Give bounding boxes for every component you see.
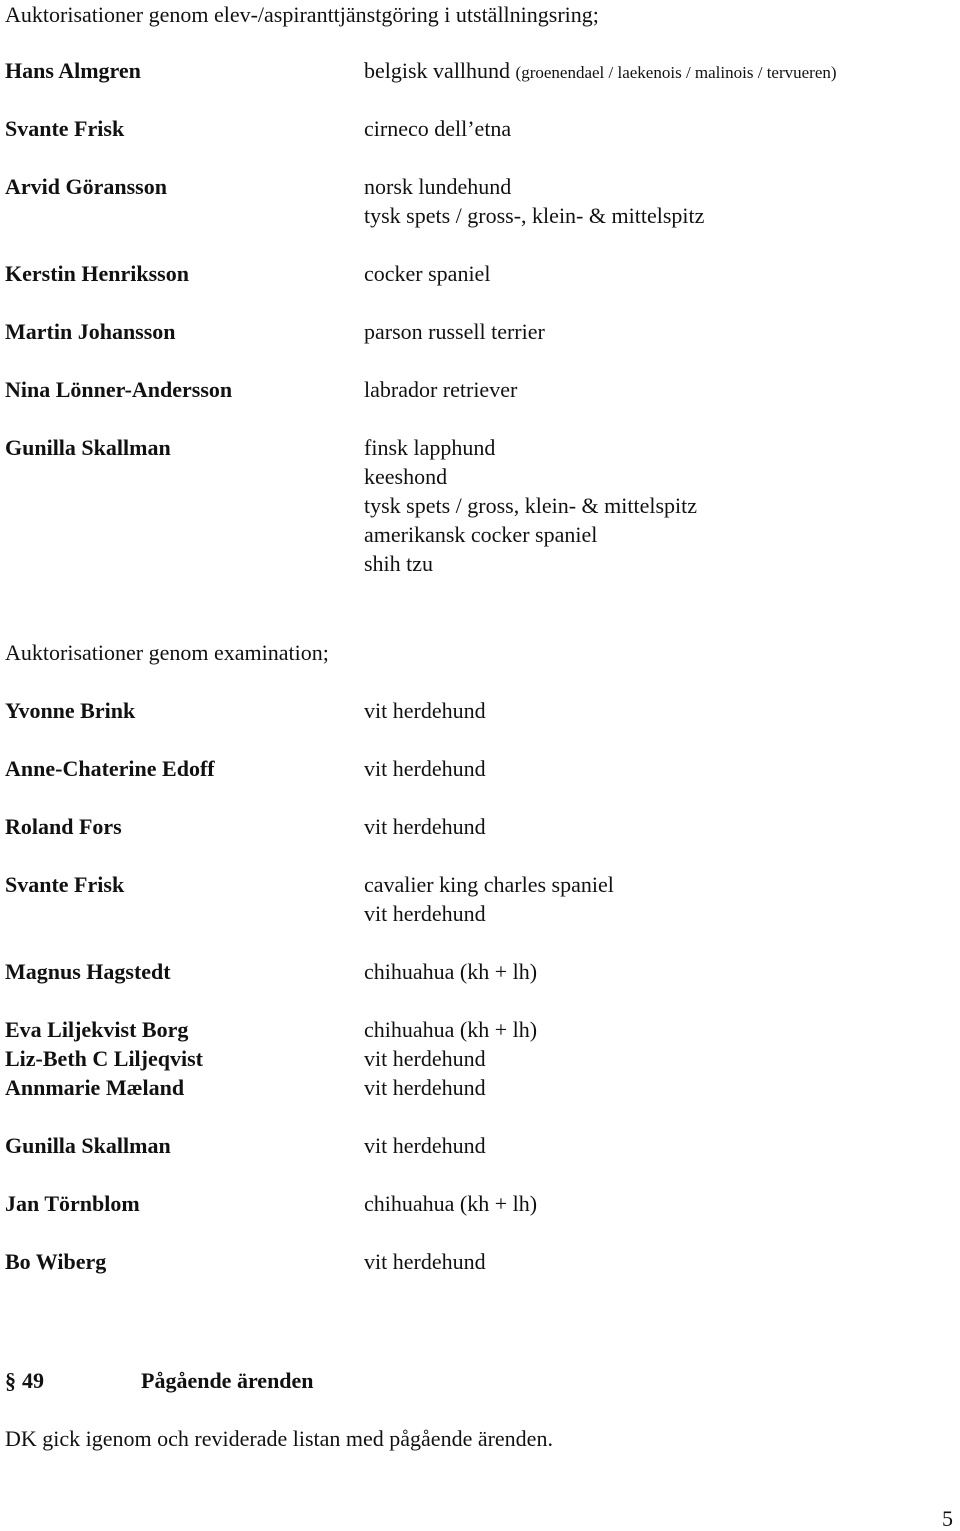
judge-names: [5, 259, 189, 288]
breed-name: belgisk vallhund: [364, 58, 511, 83]
breed-list: [364, 1247, 486, 1276]
breed-name: cocker spaniel: [364, 261, 491, 286]
breed-list: [364, 317, 545, 346]
judge-name: Arvid Göransson: [5, 174, 167, 199]
judge-names: [5, 957, 171, 986]
breed-line: [364, 1131, 486, 1160]
breed-name: amerikansk cocker spaniel: [364, 522, 598, 547]
breed-line: [364, 1073, 537, 1102]
breed-line: [364, 1015, 537, 1044]
breed-list: [364, 56, 837, 85]
breed-line: [364, 375, 517, 404]
breed-name: vit herdehund: [364, 756, 486, 781]
breed-name: chihuahua (kh + lh): [364, 959, 538, 984]
judge-name: Magnus Hagstedt: [5, 959, 171, 984]
breed-name: vit herdehund: [364, 698, 486, 723]
judge-name: Roland Fors: [5, 814, 122, 839]
breed-name: shih tzu: [364, 551, 434, 576]
judge-name: Gunilla Skallman: [5, 435, 171, 460]
judge-name: Hans Almgren: [5, 58, 141, 83]
breed-name: vit herdehund: [364, 814, 486, 839]
judge-names: [5, 1247, 106, 1276]
judge-names: [5, 754, 215, 783]
breed-line: [364, 520, 697, 549]
breed-list: [364, 1131, 486, 1160]
breed-name: vit herdehund: [364, 1133, 486, 1158]
section-49-text: DK gick igenom och reviderade listan med pågående ärenden.: [5, 1426, 553, 1451]
judge-names: [5, 1189, 140, 1218]
paragraph-symbol: §: [5, 1368, 16, 1393]
judge-names: [5, 870, 124, 899]
breed-line: [364, 491, 697, 520]
breed-line: [364, 899, 614, 928]
breed-line: [364, 754, 486, 783]
breed-name: norsk lundehund: [364, 174, 512, 199]
breed-name: cirneco dell’etna: [364, 116, 512, 141]
breed-line: [364, 1189, 537, 1218]
breed-name: cavalier king charles spaniel: [364, 872, 614, 897]
judge-names: [5, 56, 141, 85]
breed-name: labrador retriever: [364, 377, 518, 402]
breed-line: [364, 201, 704, 230]
breed-list: [364, 433, 697, 578]
breed-line: [364, 172, 704, 201]
judge-name: Svante Frisk: [5, 116, 125, 141]
judge-name: Anne-Chaterine Edoff: [5, 756, 215, 781]
judge-names: [5, 375, 232, 404]
breed-line: [364, 433, 697, 462]
breed-name: tysk spets / gross, klein- & mittelspitz: [364, 493, 698, 518]
breed-list: [364, 172, 704, 230]
breed-list: [364, 957, 537, 986]
breed-name: vit herdehund: [364, 1046, 486, 1071]
breed-variety-note: (groenendael / laekenois / malinois / tervueren): [515, 63, 837, 82]
page-number: 5: [942, 1506, 953, 1531]
breed-list: [364, 114, 511, 143]
breed-line: [364, 812, 486, 841]
breed-line: [364, 1044, 537, 1073]
judge-name: Liz-Beth C Liljeqvist: [5, 1046, 203, 1071]
judge-names: [5, 114, 124, 143]
section-title: Pågående ärenden: [141, 1368, 314, 1393]
breed-name: tysk spets / gross-, klein- & mittelspitz: [364, 203, 705, 228]
section1-heading: Auktorisationer genom elev-/aspiranttjänstgöring i utställningsring;: [5, 2, 599, 27]
breed-list: [364, 870, 614, 928]
judge-names: [5, 317, 176, 346]
breed-line: [364, 259, 490, 288]
judge-name: Bo Wiberg: [5, 1249, 107, 1274]
breed-line: [364, 1247, 486, 1276]
breed-list: [364, 375, 517, 404]
breed-list: [364, 754, 486, 783]
breed-list: [364, 259, 490, 288]
breed-line: [364, 114, 511, 143]
breed-line: [364, 462, 697, 491]
breed-name: vit herdehund: [364, 1249, 486, 1274]
breed-line: [364, 549, 697, 578]
judge-names: [5, 696, 135, 725]
breed-line: [364, 870, 614, 899]
breed-line: [364, 56, 837, 85]
breed-name: finsk lapphund: [364, 435, 496, 460]
judge-name: Nina Lönner-Andersson: [5, 377, 233, 402]
judge-name: Svante Frisk: [5, 872, 125, 897]
breed-name: keeshond: [364, 464, 448, 489]
judge-name: Yvonne Brink: [5, 698, 136, 723]
judge-name: Eva Liljekvist Borg: [5, 1017, 189, 1042]
breed-list: [364, 696, 486, 725]
judge-names: [5, 812, 122, 841]
judge-name: Gunilla Skallman: [5, 1133, 171, 1158]
judge-name: Annmarie Mæland: [5, 1075, 185, 1100]
breed-list: [364, 1189, 537, 1218]
judge-names: [5, 1131, 171, 1160]
judge-names: [5, 172, 167, 201]
breed-line: [364, 957, 537, 986]
breed-name: vit herdehund: [364, 1075, 486, 1100]
section-number: 49: [22, 1368, 44, 1393]
judge-names: [5, 1015, 203, 1102]
judge-name: Martin Johansson: [5, 319, 176, 344]
breed-name: chihuahua (kh + lh): [364, 1017, 538, 1042]
breed-name: vit herdehund: [364, 901, 486, 926]
breed-list: [364, 1015, 537, 1102]
judge-name: Jan Törnblom: [5, 1191, 140, 1216]
judge-names: [5, 433, 171, 462]
breed-name: parson russell terrier: [364, 319, 545, 344]
breed-list: [364, 812, 486, 841]
judge-name: Kerstin Henriksson: [5, 261, 189, 286]
breed-name: chihuahua (kh + lh): [364, 1191, 538, 1216]
breed-line: [364, 317, 545, 346]
breed-line: [364, 696, 486, 725]
section2-heading: Auktorisationer genom examination;: [5, 640, 329, 665]
